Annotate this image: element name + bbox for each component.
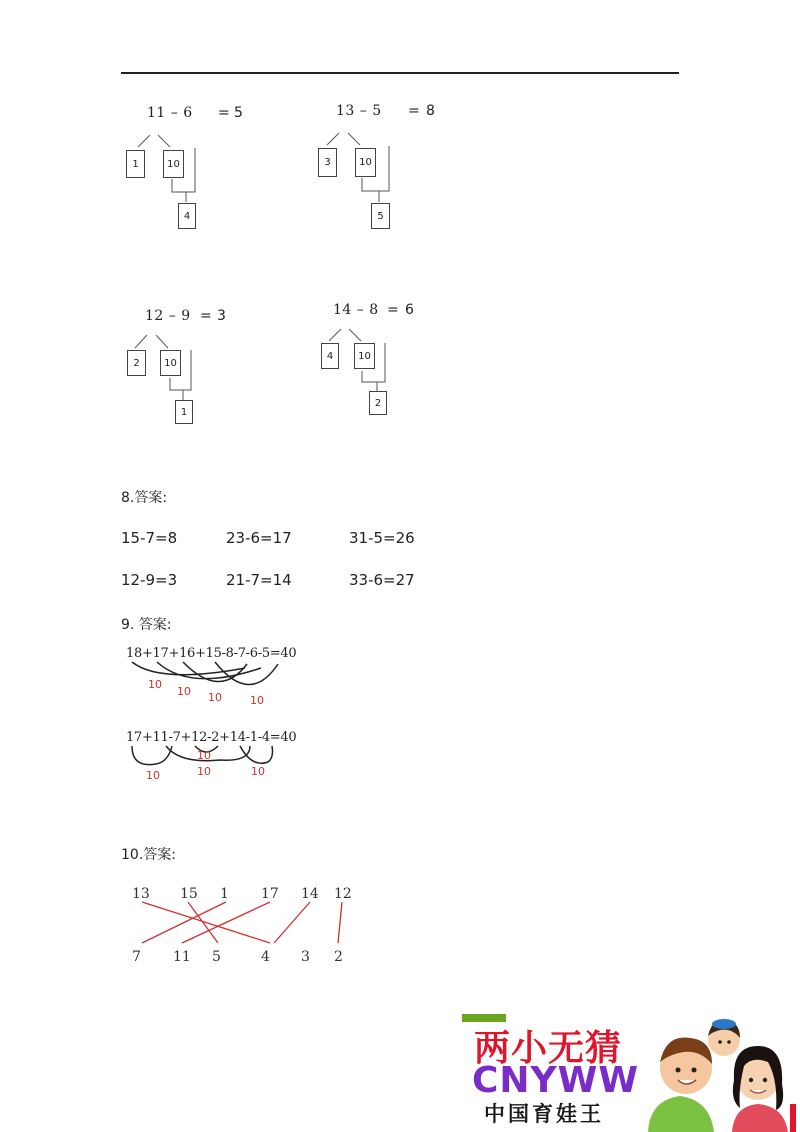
tree-result: 6 <box>405 302 415 318</box>
tree-1 <box>120 100 280 240</box>
tree-4 <box>315 298 475 428</box>
q8-equation: 15-7=8 <box>121 529 178 547</box>
ten-label: 10 <box>251 765 265 778</box>
q9-pairing-arcs-1 <box>120 660 320 710</box>
q8-equation: 21-7=14 <box>226 571 292 589</box>
tree-ten-box: 10 <box>163 150 184 178</box>
top-number: 12 <box>334 886 352 902</box>
ten-label: 10 <box>148 678 162 691</box>
tree-ten-box: 10 <box>354 343 375 369</box>
tree-sub-box: 2 <box>369 391 387 415</box>
tree-2 <box>312 98 472 238</box>
bottom-number: 11 <box>173 949 191 965</box>
top-number: 14 <box>301 886 319 902</box>
tree-ten-box: 10 <box>160 350 181 376</box>
tree-left-box: 4 <box>321 343 339 369</box>
logo-line-3: 中国育娃王 <box>484 1102 604 1126</box>
ten-label: 10 <box>208 691 222 704</box>
bottom-number: 5 <box>212 949 221 965</box>
q8-equation: 23-6=17 <box>226 529 292 547</box>
bottom-number: 4 <box>261 949 270 965</box>
q10-matching-diagram <box>120 880 370 970</box>
logo-children-illustration <box>640 1010 800 1132</box>
logo-line-2: CNYWW <box>472 1060 640 1101</box>
equals-sign: = <box>408 103 421 119</box>
tree-ten-box: 10 <box>355 148 376 177</box>
q10-heading: 10.答案: <box>121 847 176 863</box>
logo-line-1: 两小无猜 <box>474 1028 623 1069</box>
tree-sub-box: 4 <box>178 203 196 229</box>
tree-result: 3 <box>217 308 227 324</box>
ten-label: 10 <box>250 694 264 707</box>
tree-left-box: 3 <box>318 148 337 177</box>
ten-label: 10 <box>177 685 191 698</box>
tree-result: 5 <box>234 105 244 121</box>
tree-result: 8 <box>426 103 436 119</box>
q8-equation: 31-5=26 <box>349 529 415 547</box>
q9-expression-2: 17+11-7+12-2+14-1-4=40 <box>126 730 297 745</box>
tree-sub-box: 1 <box>175 400 193 424</box>
q8-heading: 8.答案: <box>121 490 168 506</box>
tree-sub-box: 5 <box>371 203 390 229</box>
tree-expression: 11 – 6 <box>147 105 193 121</box>
tree-expression: 13 – 5 <box>336 103 382 119</box>
ten-label: 10 <box>197 749 211 762</box>
bottom-number: 3 <box>301 949 310 965</box>
top-number: 17 <box>261 886 279 902</box>
equals-sign: = <box>387 302 400 318</box>
ten-label: 10 <box>197 765 211 778</box>
equals-sign: = <box>200 308 213 324</box>
q8-equation: 12-9=3 <box>121 571 178 589</box>
top-rule <box>121 72 679 74</box>
q9-expression-1: 18+17+16+15-8-7-6-5=40 <box>126 646 297 661</box>
ten-label: 10 <box>146 769 160 782</box>
bottom-number: 7 <box>132 949 141 965</box>
tree-left-box: 2 <box>127 350 146 376</box>
top-number: 1 <box>220 886 229 902</box>
tree-expression: 14 – 8 <box>333 302 379 318</box>
top-number: 15 <box>180 886 198 902</box>
top-number: 13 <box>132 886 150 902</box>
q8-equation: 33-6=27 <box>349 571 415 589</box>
q9-pairing-arcs-2 <box>120 744 320 784</box>
tree-lines <box>315 298 475 428</box>
q9-heading: 9. 答案: <box>121 617 172 633</box>
tree-3 <box>121 304 281 434</box>
equals-sign: = <box>218 105 231 121</box>
tree-expression: 12 – 9 <box>145 308 191 324</box>
bottom-number: 2 <box>334 949 343 965</box>
tree-left-box: 1 <box>126 150 145 178</box>
